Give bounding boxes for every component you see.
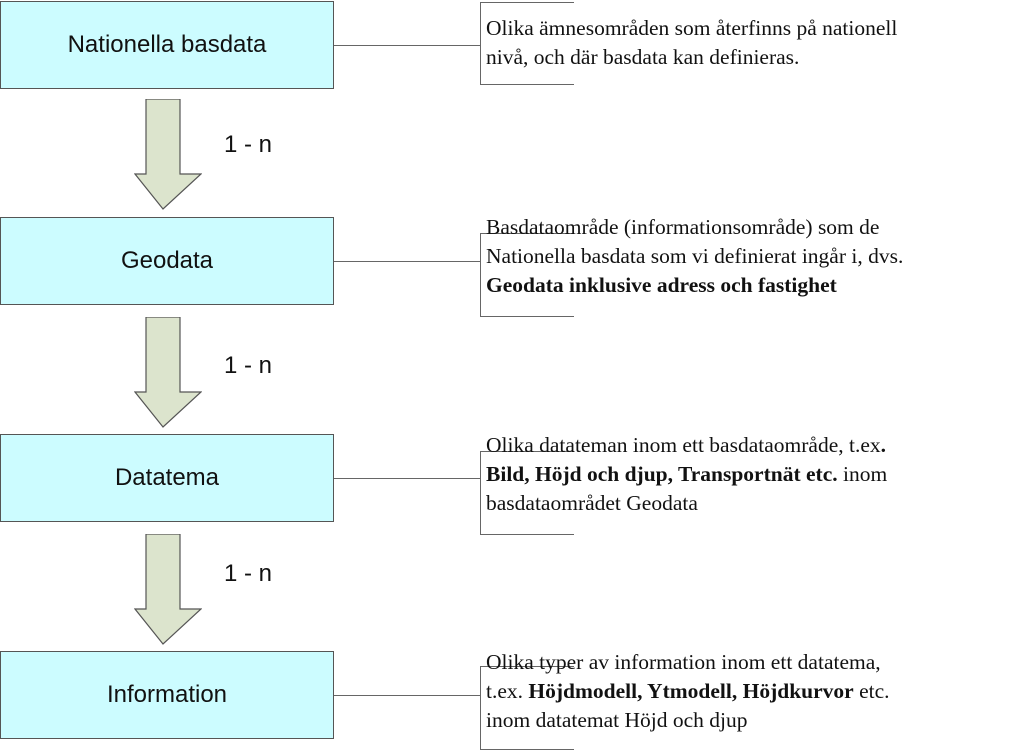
note-text-run: nivå, och där basdata kan definieras. [486,45,800,69]
box-label: Information [106,681,228,708]
note-text-run: Bild, Höjd och djup, Transportnät etc. [486,462,838,486]
box-label: Geodata [120,247,214,274]
note-text-run: etc. [853,679,890,703]
note-nationella-basdata [486,14,1022,72]
box-label: Nationella basdata [67,31,267,58]
connector-line [334,45,480,46]
multiplicity-label: 1 - n [224,131,273,158]
note-line [486,43,1022,72]
note-line [486,489,1022,518]
box-information [0,651,334,739]
note-datatema [486,431,1022,518]
connector-line [334,695,480,696]
note-line [486,648,1022,677]
note-text-run: Olika ämnesområden som återfinns på nationell [486,16,898,40]
note-text-run: Olika datateman inom ett basdataområde, t.ex [486,433,881,457]
note-line [486,242,1022,271]
note-text-run: t.ex. [486,679,529,703]
note-line [486,677,1022,706]
multiplicity-label: 1 - n [224,352,273,379]
note-line [486,431,1022,460]
note-line [486,213,1022,242]
note-text-run: inom [837,462,888,486]
note-text-run: basdataområdet Geodata [486,491,698,515]
note-text-run: Nationella basdata som vi definierat ingår i, dvs. [486,244,904,268]
down-arrow-icon [134,317,202,428]
note-line [486,460,1022,489]
note-geodata [486,213,1022,300]
note-text-run: inom datatemat Höjd och djup [486,708,748,732]
note-line [486,14,1022,43]
note-text-run: Basdataområde (informationsområde) som de [486,215,880,239]
note-line [486,271,1022,300]
note-line [486,706,1022,735]
note-text-run: Olika typer av information inom ett datatema, [486,650,881,674]
note-information [486,648,1022,735]
down-arrow-icon [134,99,202,210]
box-datatema [0,434,334,522]
box-label: Datatema [114,464,220,491]
connector-line [334,261,480,262]
note-text-run: Geodata inklusive adress och fastighet [486,273,837,297]
note-text-run: . [880,433,886,457]
down-arrow-icon [134,534,202,645]
note-text-run: Höjdmodell, Ytmodell, Höjdkurvor [528,679,854,703]
connector-line [334,478,480,479]
multiplicity-label: 1 - n [224,560,273,587]
box-nationella-basdata [0,1,334,89]
box-geodata [0,217,334,305]
